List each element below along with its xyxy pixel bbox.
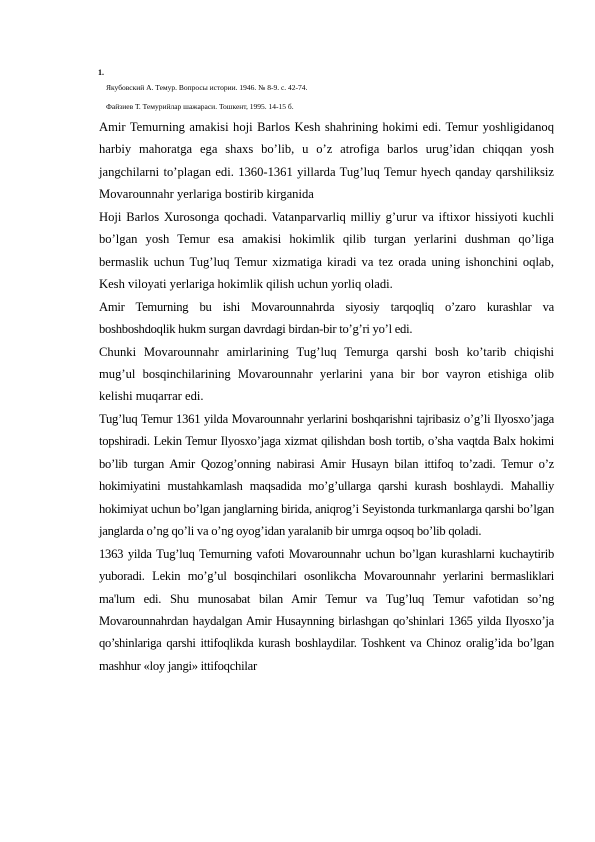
paragraph-4: Chunki Movarounnahr amirlarining Tug’luq Temurga qarshi bosh ko’tarib chiqishi mug’ul bosqinchilarining Movarounnahr yerlarini yana bir bor vayron etishiga olib kelishi muqarrar edi. [99, 344, 554, 404]
paragraph-1: Amir Temurning amakisi hoji Barlos Kesh shahrining hokimi edi. Temur yoshligidanoq harbiy mahoratga ega shaxs bo’lib, u o’z atrofiga barlos urug’idan chiqqan yosh jangchilarni to’plagan edi. 1360-1361 yillarda Tug’luq Temur hyech qanday qarshiliksiz Movarounnahr yerlariga bostirib kirganida [99, 120, 554, 202]
footnotes [98, 68, 558, 116]
paragraph-5: Tug’luq Temur 1361 yilda Movarounnahr yerlarini boshqarishni tajribasiz o’g’li Ilyosxo’jaga topshiradi. Lekin Temur Ilyosxo’jaga xizmat qilishdan bosh tortib, o’sha vaqtda Balx hokimi bo’lib turgan Amir Qozog’onning nabirasi Amir Husayn bilan ittifoq to’zadi. Temur o’z hokimiyatini mustahkamlash maqsadida mo’g’ullarga qarshi kurash boshlaydi. Mahalliy hokimiyat uchun bo’lgan janglarning birida, aniqrog’i Seyistonda turkmanlarga qarshi bo’lgan janglarda o’ng qo’li va o’ng oyog’idan yaralanib bir umrga oqsoq bo’lib qoladi. [99, 411, 554, 539]
paragraph-2: Hoji Barlos Xurosonga qochadi. Vatanparvarliq milliy g’urur va iftixor hissiyoti kuchli bo’lgan yosh Temur esa amakisi hokimlik qilib turgan yerlarini dushman qo’liga bermaslik uchun Tug’luq Temur xizmatiga kiradi va tez orada uning ishonchini oqlab, Kesh viloyati yerlariga hokimlik qilish uchun yorliq oladi. [99, 209, 554, 292]
footnote-marker: 1. [98, 68, 104, 77]
footnote-2: Файзиев Т. Темурийлар шажараси. Тошкент, 1995. 14-15 б. [106, 102, 294, 111]
paragraph-3: Amir Temurning bu ishi Movarounnahrda siyosiy tarqoqliq o’zaro kurashlar va boshboshdoqlik hukm surgan davrdagi birdan-bir to’g’ri yo’l edi. [99, 299, 554, 337]
paragraph-6: 1363 yilda Tug’luq Temurning vafoti Movarounnahr uchun bo’lgan kurashlarni kuchaytirib yuboradi. Lekin mo’g’ul bosqinchilari osonlikcha Movarounnahr yerlarini bermasliklari ma'lum edi. Shu munosabat bilan Amir Temur va Tug’luq Temur vafotidan so’ng Movarounnahrdan haydalgan Amir Husaynning birlashgan qo’shinlari 1365 yilda Ilyosxo’ja qo’shinlariga qarshi ittifoqlikda kurash boshlaydilar. Toshkent va Chinoz oralig’ida bo’lgan mashhur «loy jangi» ittifoqchilar [99, 546, 554, 673]
body-text [99, 116, 554, 677]
footnote-1: Якубовский А. Темур. Вопросы истории. 1946. № 8-9. с. 42-74. [106, 83, 308, 92]
